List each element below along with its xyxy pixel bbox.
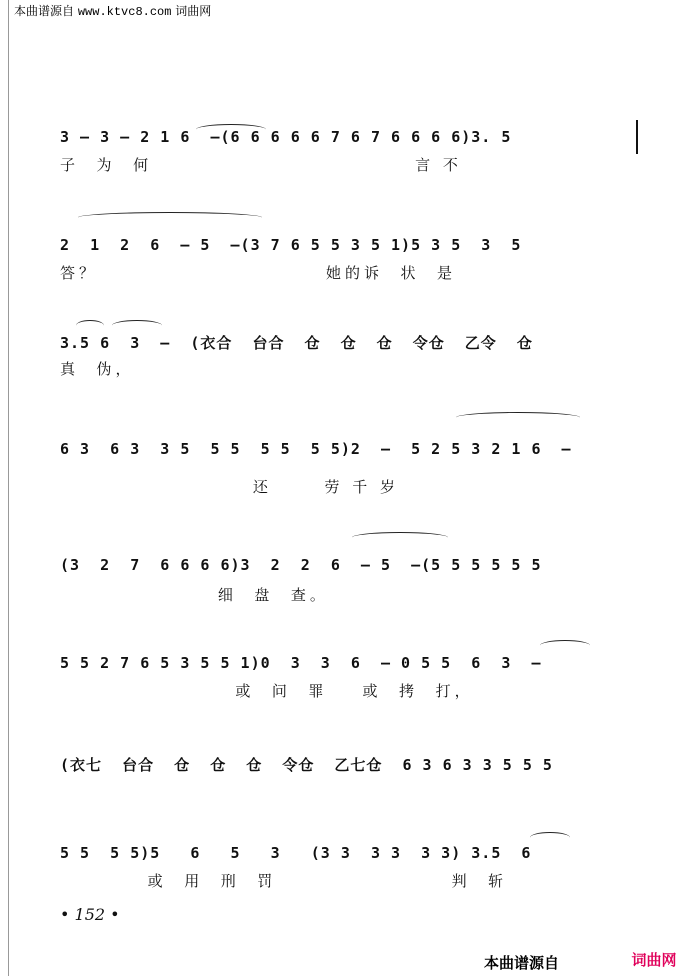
lyrics-text: 真 伪，: [60, 360, 135, 378]
slur-arc: [76, 320, 104, 331]
slur-arc: [540, 640, 590, 651]
bar-line: [636, 120, 638, 154]
site-url-link[interactable]: www.ktvc8.com: [77, 5, 172, 19]
slur-arc: [78, 212, 262, 223]
site-name: 本曲谱源自: [14, 4, 75, 18]
lyrics-text: 或 用 刑 罚 判 斩: [60, 872, 508, 890]
jianpu-notes: 3 – 3 – 2 1 6 –(6 6 6 6 6 7 6 7 6 6 6 6)3. 5: [60, 128, 512, 146]
lyrics-text: 答？ 她的诉 状 是: [60, 264, 457, 282]
slur-arc: [456, 412, 580, 423]
site-tag: 词曲网: [175, 4, 212, 18]
lyrics-text: 细 盘 查。: [60, 586, 329, 604]
jianpu-notes: 2 1 2 6 – 5 –(3 7 6 5 5 3 5 1)5 3 5 3 5: [60, 236, 522, 254]
jianpu-notes: 6 3 6 3 3 5 5 5 5 5 5 5)2 – 5 2 5 3 2 1 6 –: [60, 440, 572, 458]
slur-arc: [112, 320, 162, 331]
jianpu-notes: 5 5 2 7 6 5 3 5 5 1)0 3 3 6 – 0 5 5 6 3 –: [60, 654, 542, 672]
lyrics-text: 子 为 何 言 不: [60, 156, 462, 174]
site-logo[interactable]: 词曲网: [622, 944, 686, 974]
lyrics-text: 还 劳 千 岁: [60, 478, 400, 496]
jianpu-notes: (3 2 7 6 6 6 6)3 2 2 6 – 5 –(5 5 5 5 5 5: [60, 556, 542, 574]
site-header: [14, 2, 211, 19]
page-number: • 152 •: [60, 905, 120, 924]
jianpu-notes: (衣七 台合 仓 仓 仓 令仓 乙七仓 6 3 6 3 3 5 5 5: [60, 756, 553, 774]
jianpu-notes: 5 5 5 5)5 6 5 3 (3 3 3 3 3 3) 3.5 6: [60, 844, 532, 862]
jianpu-notes: 3.5 6 3 – (衣合 台合 仓 仓 仓 令仓 乙令 仓: [60, 334, 533, 352]
footer-watermark: 本曲谱源自: [484, 954, 560, 972]
slur-arc: [352, 532, 448, 543]
lyrics-text: 或 问 罪 或 拷 打，: [60, 682, 474, 700]
slur-arc: [530, 832, 570, 843]
page-left-edge: [8, 0, 9, 976]
